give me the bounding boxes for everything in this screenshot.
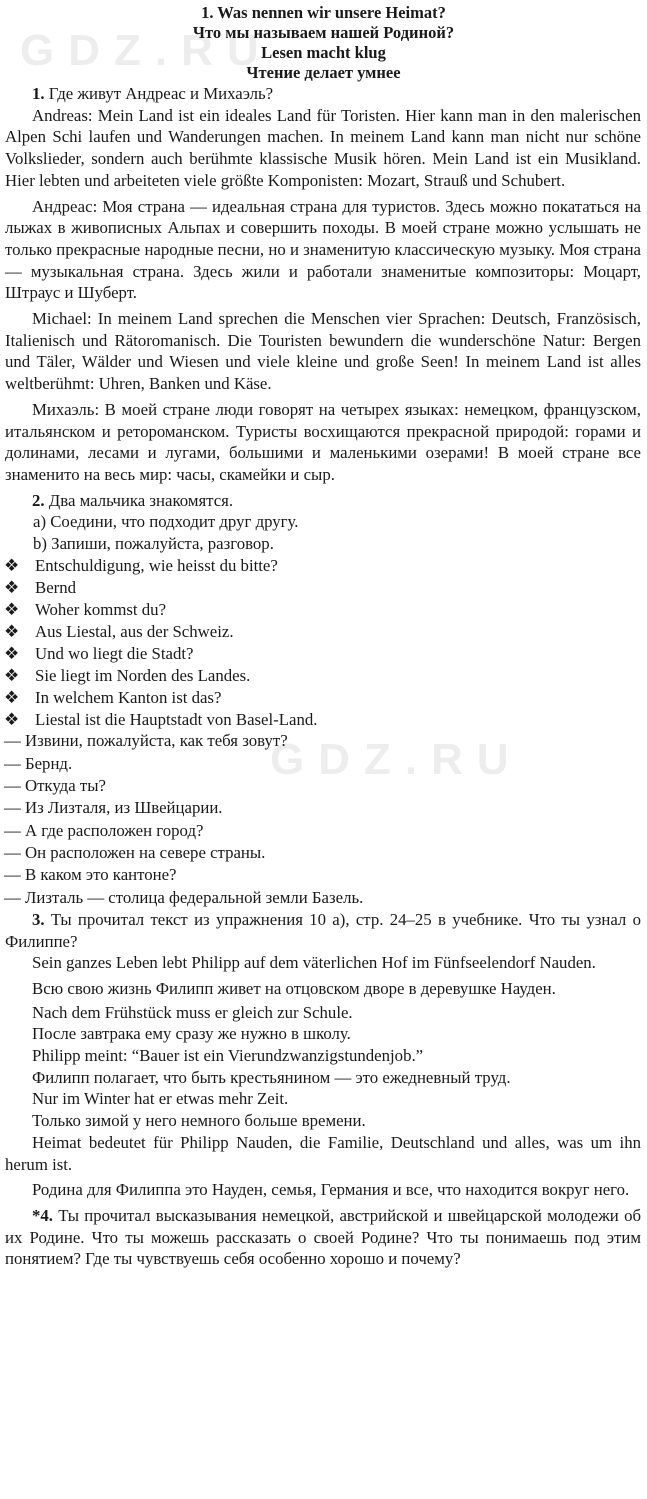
- dialog-german-list: [0, 555, 647, 730]
- exercise-title-text: Два мальчика знакомятся.: [48, 490, 234, 510]
- exercise-1-question: [0, 83, 647, 105]
- michael-russian-text: Михаэль: В моей стране люди говорят на четырех языках: немецком, французском, итальянском и ретороманском. Туристы восхищаются прекрасной природой: горами и долинами, лесами и лугами, большими и маленькими озерами! В моей стране все знаменито на весь мир: часы, скамейки и сыр.: [5, 399, 641, 484]
- bullet-icon: ❖: [4, 709, 20, 729]
- philipp-line: Nur im Winter hat er etwas mehr Zeit.: [32, 1089, 289, 1109]
- exercise-number: 3.: [32, 909, 45, 929]
- dialog-line: Liestal ist die Hauptstadt von Basel-Land.: [35, 709, 318, 729]
- dialog-ru-line: — В каком это кантоне?: [4, 865, 177, 885]
- philipp-line: Nach dem Frühstück muss er gleich zur Schule.: [32, 1002, 353, 1022]
- dialog-ru-line: — Он расположен на севере страны.: [4, 842, 266, 862]
- philipp-line: Родина для Филиппа это Науден, семья, Германия и все, что находится вокруг него.: [32, 1180, 630, 1200]
- dialog-line: Entschuldigung, wie heisst du bitte?: [35, 556, 278, 576]
- task-b: b) Запиши, пожалуйста, разговор.: [33, 534, 274, 554]
- philipp-line: Philipp meint: “Bauer ist ein Vierundzwanzigstundenjob.”: [32, 1046, 424, 1066]
- dialog-ru-line: — Бернд.: [4, 753, 73, 773]
- philipp-line: Sein ganzes Leben lebt Philipp auf dem väterlichen Hof im Fünfseelendorf Nauden.: [32, 953, 596, 973]
- watermark-top: GDZ.RU: [20, 26, 273, 75]
- philipp-line: После завтрака ему сразу же нужно в школу.: [32, 1024, 351, 1044]
- task-a: a) Соедини, что подходит друг другу.: [33, 512, 299, 532]
- dialog-line: Aus Liestal, aus der Schweiz.: [35, 621, 234, 641]
- andreas-german-text: Andreas: Mein Land ist ein ideales Land für Toristen. Hier kann man in den malerischen Alpen Schi laufen und Wanderungen machen. In meinem Land kann man nicht nur schöne Volkslieder, sondern auch berühmte klassische Musik hören. Mein Land ist ein Musikland. Hier lebten und arbeiteten viele größte Komponisten: Mozart, Strauß und Schubert.: [5, 105, 641, 190]
- page-title-translation: Что мы называем нашей Родиной?: [192, 23, 455, 42]
- list-item: [0, 577, 647, 599]
- dialog-ru-line: — А где расположен город?: [4, 820, 204, 840]
- question-text: Ты прочитал высказывания немецкой, австрийской и швейцарской молодежи об их Родине. Что ты можешь рассказать о своей Родине? Что ты понимаешь под этим понятием? Где ты чувствуешь себя особенно хорошо и почему?: [5, 1205, 641, 1269]
- bullet-icon: ❖: [4, 665, 20, 685]
- exercise-number: *4.: [32, 1205, 53, 1225]
- dialog-ru-line: — Откуда ты?: [4, 776, 106, 796]
- list-item: [0, 709, 647, 731]
- dialog-ru-line: — Лизталь — столица федеральной земли Базель.: [4, 887, 364, 907]
- andreas-russian-text: Андреас: Моя страна — идеальная страна для туристов. Здесь можно покататься на лыжах в живописных Альпах и совершить походы. В моей стране можно услышать не только прекрасные народные песни, но и знаменитую классическую музыку. Моя страна — музыкальная страна. Здесь жили и работали знаменитые композиторы: Моцарт, Штраус и Шуберт.: [5, 196, 641, 303]
- dialog-line: In welchem Kanton ist das?: [35, 687, 222, 707]
- exercise-4-question: [0, 1205, 647, 1270]
- michael-german-text: Michael: In meinem Land sprechen die Menschen vier Sprachen: Deutsch, Französisch, Italienisch und Rätoromanisch. Die Touristen bewundern die wunderschöne Natur: Bergen und Täler, Wälder und Wiesen und viele kleine und große Seen! In meinem Land ist alles weltberühmt: Uhren, Banken und Käse.: [5, 309, 641, 394]
- list-item: [0, 643, 647, 665]
- philipp-line: Только зимой у него немного больше времени.: [32, 1111, 366, 1131]
- list-item: [0, 599, 647, 621]
- list-item: [0, 555, 647, 577]
- page-title: 1. Was nennen wir unsere Heimat?: [201, 3, 446, 22]
- exercise-3-question: [0, 909, 647, 952]
- list-item: [0, 687, 647, 709]
- dialog-line: Bernd: [35, 578, 77, 598]
- philipp-line: Heimat bedeutet für Philipp Nauden, die Familie, Deutschland und alles, was um ihn herum ist.: [5, 1132, 641, 1174]
- list-item: [0, 621, 647, 643]
- section-subtitle: Lesen macht klug: [261, 43, 386, 62]
- dialog-line: Und wo liegt die Stadt?: [35, 643, 194, 663]
- dialog-line: Woher kommst du?: [35, 599, 167, 619]
- dialog-ru-line: — Из Лизталя, из Швейцарии.: [4, 798, 223, 818]
- bullet-icon: ❖: [4, 599, 20, 619]
- philipp-line: Всю свою жизнь Филипп живет на отцовском дворе в деревушке Науден.: [32, 978, 556, 998]
- exercise-number: 1.: [32, 84, 45, 103]
- bullet-icon: ❖: [4, 643, 20, 663]
- bullet-icon: ❖: [4, 578, 20, 598]
- list-item: [0, 665, 647, 687]
- section-subtitle-translation: Чтение делает умнее: [246, 63, 401, 82]
- watermark-middle: GDZ.RU: [270, 735, 523, 784]
- bullet-icon: ❖: [4, 687, 20, 707]
- question-text: Ты прочитал текст из упражнения 10 а), стр. 24–25 в учебнике. Что ты узнал о Филиппе?: [5, 909, 641, 951]
- bullet-icon: ❖: [4, 556, 20, 576]
- exercise-number: 2.: [32, 490, 45, 510]
- dialog-ru-line: — Извини, пожалуйста, как тебя зовут?: [4, 731, 288, 751]
- bullet-icon: ❖: [4, 621, 20, 641]
- exercise-2-title: [0, 490, 647, 512]
- philipp-line: Филипп полагает, что быть крестьянином — это ежедневный труд.: [32, 1067, 511, 1087]
- question-text: Где живут Андреас и Михаэль?: [48, 84, 274, 103]
- dialog-line: Sie liegt im Norden des Landes.: [35, 665, 251, 685]
